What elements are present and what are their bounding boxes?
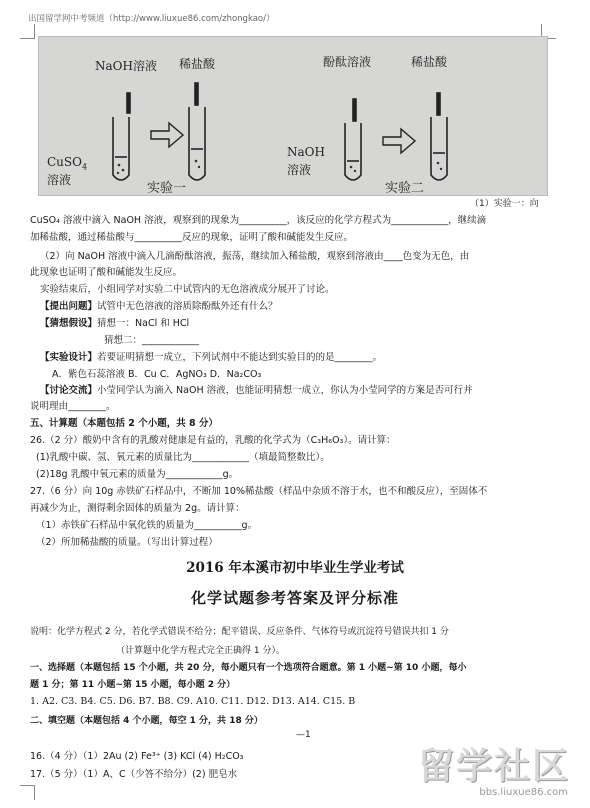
label-cuso4: CuSO$_4$ — [47, 155, 88, 172]
test-tube-icon — [189, 107, 205, 180]
question-line: 【提出问题】试管中无色溶液的溶质除酚酞外还有什么？ — [40, 301, 278, 312]
label-dilute-hcl-2: 稀盐酸 — [411, 55, 448, 69]
test-tube-icon — [345, 123, 361, 180]
page-number: —1 — [296, 730, 311, 740]
scoring-note: （计算题中化学方程式完全正确得 1 分）。 — [116, 646, 285, 656]
question-line: CuSO₄ 溶液中滴入 NaOH 溶液，观察到的现象为__________，该反应的化学方程式为____________，继续滴 — [30, 215, 487, 226]
answer-line: 17.（5 分）（1）A、C（少答不给分）(2) 肥皂水 — [30, 769, 238, 780]
section-heading: 一、选择题（本题包括 15 个小题，共 20 分，每小题只有一个选项符合题意。第 1 小题~第 10 小题，每小 — [30, 663, 467, 673]
dropper-icon — [437, 93, 440, 115]
answer-title: 2016 年本溪市初中毕业生学业考试 — [186, 560, 404, 576]
answer-subtitle: 化学试题参考答案及评分标准 — [190, 589, 399, 607]
question-line: （2）所加稀盐酸的质量。（写出计算过程） — [36, 537, 218, 548]
question-line: 26.（2 分）酸奶中含有的乳酸对健康是有益的，乳酸的化学式为（C₃H₆O₃）。请计算： — [30, 435, 396, 446]
watermark-text: 留学社区 — [417, 746, 570, 787]
arrow-right-icon — [383, 129, 415, 153]
watermark-logo — [416, 736, 576, 798]
question-line: 【猜想假设】猜想一：NaCl 和 HCl — [40, 318, 190, 329]
label-naoh-solution-2: 溶液 — [287, 163, 312, 177]
answer-choices: 1. A2. C3. B4. C5. D6. B7. B8. C9. A10. C11. D12. D13. A14. C15. B — [30, 696, 356, 707]
answer-line: 16.（4 分）（1）2Au (2) Fe³⁺ (3) KCl (4) H₂CO₃ — [30, 751, 244, 762]
page-header-source: 出国留学网中考频道（http://www.liuxue86.com/zhongkao/） — [28, 14, 275, 24]
label-naoh-solution: NaOH溶液 — [95, 59, 157, 73]
watermark-url: bbs.liuxue86.com — [479, 787, 568, 798]
question-line: （2）向 NaOH 溶液中滴入几滴酚酞溶液，振荡，继续加入稀盐酸，观察到溶液由____色变为无色，由 — [40, 251, 470, 262]
question-line: 【讨论交流】小莹同学认为滴入 NaOH 溶液，也能证明猜想一成立，你认为小莹同学的方案是否可行并 — [40, 385, 473, 396]
section-heading: 二、填空题（本题包括 4 个小题，每空 1 分，共 18 分） — [30, 716, 263, 726]
scoring-note: 说明：化学方程式 2 分，若化学式错误不给分；配平错误、反应条件、气体符号或沉淀符号错误共扣 1 分 — [30, 627, 449, 637]
question-line: 说明理由________。 — [30, 401, 116, 412]
question-line: 此现象也证明了酸和碱能发生反应。 — [30, 267, 183, 278]
label-dilute-hcl: 稀盐酸 — [179, 57, 216, 71]
question-line: (2)18g 乳酸中氧元素的质量为____________g。 — [36, 469, 239, 480]
section-heading: 题 1 分；第 11 小题~第 15 小题，每小题 2 分） — [30, 680, 236, 690]
experiment-figure — [38, 36, 548, 196]
label-phenolphthalein: 酚酞溶液 — [323, 55, 372, 69]
question-options: A．紫色石蕊溶液 B．Cu C．AgNO₃ D．Na₂CO₃ — [52, 369, 262, 380]
label-naoh: NaOH — [287, 145, 325, 159]
question-line: (1)乳酸中碳、氢、氧元素的质量比为____________（填最简整数比）。 — [36, 452, 330, 463]
arrow-right-icon — [151, 123, 183, 147]
question-line: 再减少为止，测得剩余固体的质量为 2g。请计算： — [30, 503, 245, 514]
label-experiment-2: 实验二 — [385, 181, 425, 196]
question-line: 27.（6 分）向 10g 赤铁矿石样品中，不断加 10%稀盐酸（样品中杂质不溶于水，也不和酸反应），至固体不 — [30, 486, 488, 497]
label-experiment-1: 实验一 — [147, 181, 187, 196]
question-line: 猜想二：____________ — [104, 335, 200, 346]
crop-mark — [20, 24, 35, 39]
question-line: 加稀盐酸，通过稀盐酸与__________反应的现象，证明了酸和碱能发生反应。 — [30, 232, 354, 243]
section-heading: 五、计算题（本题包括 2 个小题，共 8 分） — [30, 418, 218, 429]
dropper-icon — [127, 93, 130, 113]
test-tube-icon — [431, 117, 447, 180]
question-line: 实验结束后，小组同学对实验二中试管内的无色溶液成分展开了讨论。 — [40, 284, 335, 295]
crop-mark — [20, 785, 35, 800]
label-cuso4-solution: 溶液 — [47, 173, 72, 187]
question-line: 【实验设计】若要证明猜想一成立，下列试剂中不能达到实验目的的是________。 — [40, 352, 383, 363]
test-tube-icon — [113, 117, 129, 180]
question-1-intro: （1）实验一：向 — [470, 199, 539, 209]
dropper-icon — [195, 83, 198, 105]
question-line: （1）赤铁矿石样品中氧化铁的质量为__________g。 — [36, 520, 258, 531]
dropper-icon — [353, 99, 356, 121]
